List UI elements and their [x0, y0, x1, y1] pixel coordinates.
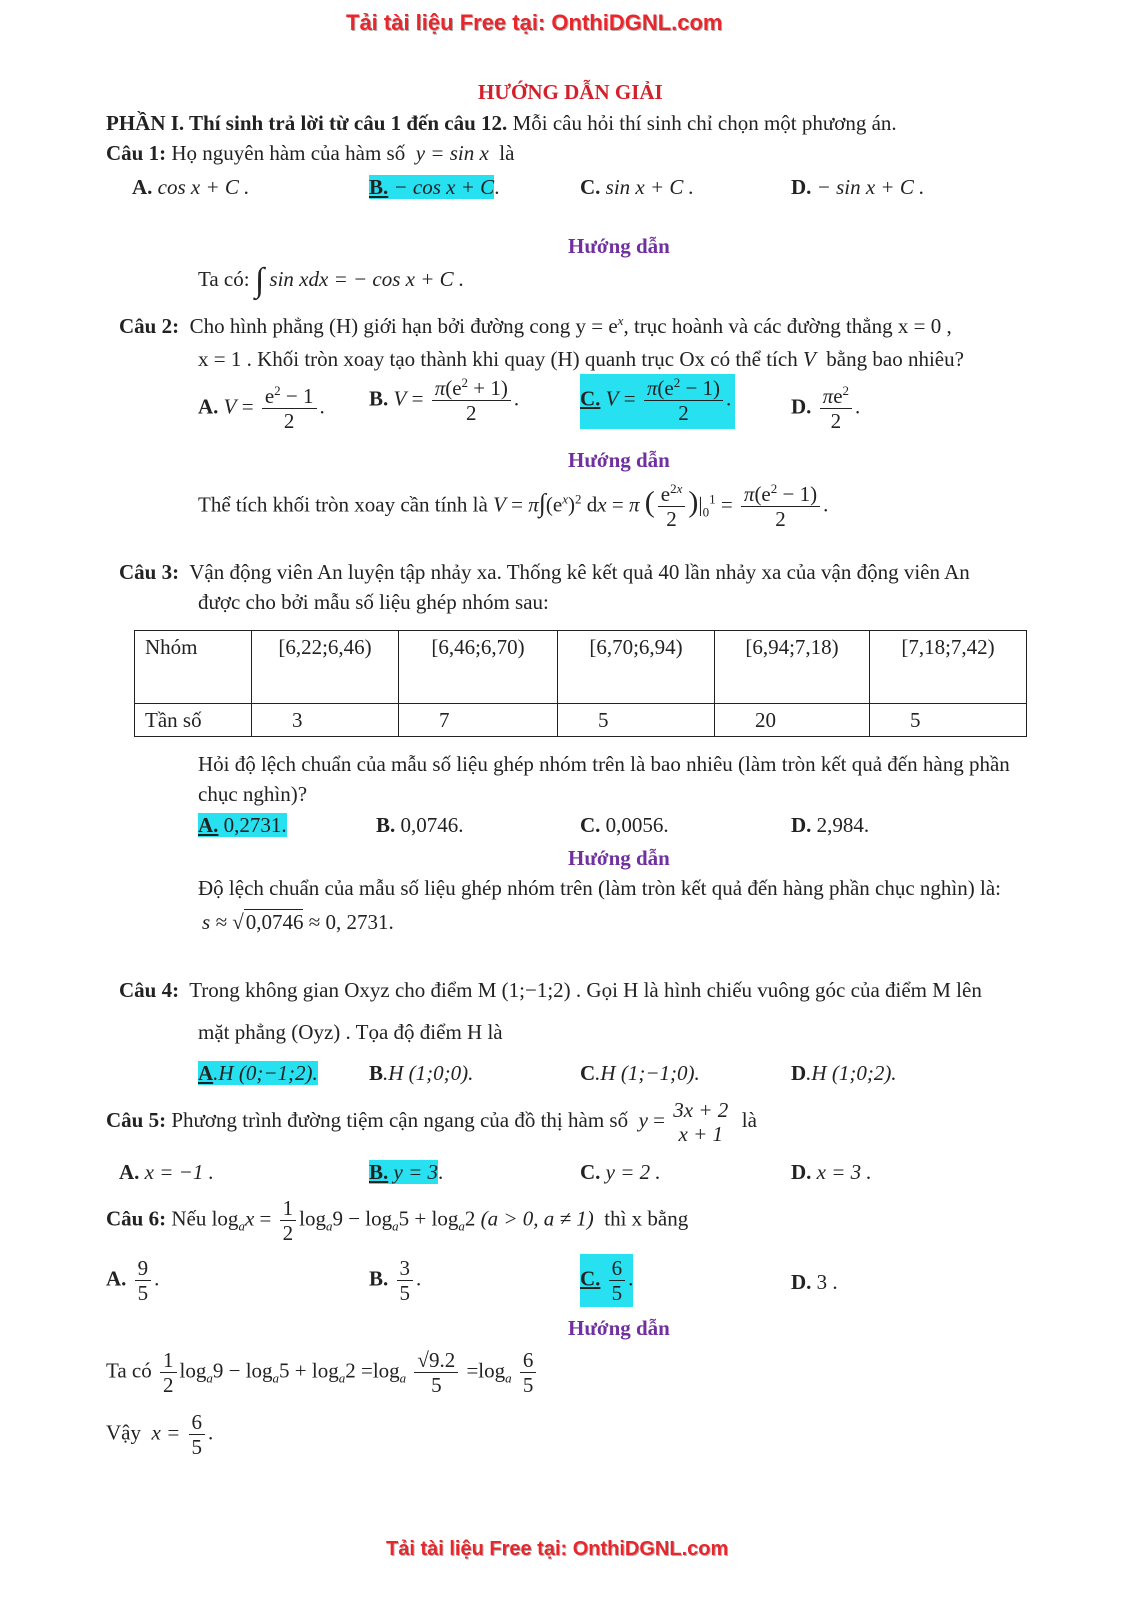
part-label: PHẦN I. Thí sinh trả lời từ câu 1 đến câu 12.	[106, 111, 508, 135]
integral-sign: ∫	[254, 262, 265, 299]
q6-option-c[interactable]: C. $\frac{6}{5}$ .	[580, 1254, 633, 1307]
q5-option-a[interactable]	[119, 1160, 214, 1185]
q4-option-d-text: .H (1;0;2).	[806, 1061, 897, 1085]
q1-option-b[interactable]: B. − cos x + C.	[369, 175, 500, 199]
q6-conclusion: Vậy x = $\frac{6}{5}$ .	[106, 1410, 214, 1460]
q4-option-c[interactable]	[580, 1061, 700, 1086]
q4-option-c-label: C	[580, 1061, 596, 1085]
q6-option-d-label: D.	[791, 1270, 812, 1294]
q1-option-b-label: B.	[369, 175, 389, 199]
q3-solution: Độ lệch chuẩn của mẫu số liệu ghép nhóm trên (làm tròn kết quả đến hàng phần chục nghìn) là:	[198, 876, 1002, 900]
q3-formula-result: ≈ 0, 2731.	[308, 910, 394, 934]
table-cell: Nhóm	[135, 631, 252, 704]
q1-solution-prefix: Ta có:	[198, 266, 250, 291]
part-heading	[106, 111, 897, 136]
q4-line1: Trong không gian Oxyz cho điểm M (1;−1;2) . Gọi H là hình chiếu vuông góc của điểm M lên	[189, 978, 982, 1002]
q1-func: y = sin x	[415, 141, 489, 165]
q1-option-c-label: C.	[580, 175, 601, 199]
table-cell: [7,18;7,42)	[870, 631, 1027, 704]
q1-option-d-label: D.	[791, 175, 812, 199]
part-text: Mỗi câu hỏi thí sinh chỉ chọn một phương án.	[512, 111, 897, 135]
q4-stem-line2: mặt phẳng (Oyz) . Tọa độ điểm H là	[198, 1020, 503, 1044]
q5-option-b-label: B.	[369, 1160, 389, 1184]
q6-option-a-label: A.	[106, 1266, 127, 1291]
q1-text: Họ nguyên hàm của hàm số	[171, 141, 406, 165]
q4-option-b[interactable]	[369, 1061, 473, 1086]
page-title: HƯỚNG DẪN GIẢI	[478, 80, 663, 104]
q2-line2: x = 1 . Khối tròn xoay tạo thành khi quay (H) quanh trục Ox có thể tích	[198, 347, 798, 371]
q3-option-c-label: C.	[580, 813, 601, 837]
q4-option-d-label: D	[791, 1061, 807, 1085]
q5-option-c-text: y = 2 .	[605, 1160, 661, 1184]
q2-line1b: , trục hoành và các đường thẳng x = 0 ,	[623, 314, 952, 338]
q2-solution-text: Thể tích khối tròn xoay cần tính là	[198, 492, 488, 517]
q2-stem-line2: x = 1 . Khối tròn xoay tạo thành khi quay (H) quanh trục Ox có thể tích V bằng bao nhiêu?	[198, 347, 964, 371]
q2-option-c-label: C.	[580, 386, 601, 411]
q6-solution-res-num: 6	[520, 1348, 537, 1373]
q6-stem: Câu 6: Nếu $\log_ax$ = $\frac{1}{2}$ $\log_a9 - \log_a5 + \log_a2$ (a > 0, a ≠ 1) thì x bằng	[106, 1196, 689, 1246]
q3-option-d-label: D.	[791, 813, 812, 837]
q2-stem-line1: Câu 2: Cho hình phẳng (H) giới hạn bởi đường cong $y = e^x$, trục hoành và các đường thẳng x = 0 ,	[119, 313, 952, 338]
q2-label: Câu 2:	[119, 314, 180, 338]
frequency-table	[134, 630, 1027, 737]
q1-label: Câu 1:	[106, 141, 167, 165]
q3-stem-line1	[119, 560, 970, 585]
table-cell: 5	[558, 704, 715, 737]
q2-option-b-label: B.	[369, 386, 389, 411]
q4-option-b-label: B	[369, 1061, 384, 1085]
q5-option-c-label: C.	[580, 1160, 601, 1184]
q3-stem-line2: được cho bởi mẫu số liệu ghép nhóm sau:	[198, 590, 549, 614]
q6-solution-res-den: 5	[522, 1373, 534, 1398]
table-row	[135, 631, 1027, 704]
q3-line1: Vận động viên An luyện tập nhảy xa. Thống kê kết quả 40 lần nhảy xa của vận động viên An	[189, 560, 970, 584]
q3-option-d-text: 2,984.	[816, 813, 870, 837]
q2-option-d[interactable]: D. $\frac{\pi e^2}{2}$ .	[791, 383, 861, 434]
q6-option-d[interactable]	[791, 1270, 838, 1295]
q2-line1: Cho hình phẳng (H) giới hạn bởi đường cong y = e	[189, 314, 618, 338]
q1-option-a-text: cos x + C .	[157, 175, 250, 199]
q3-solution-formula: s ≈ √0,0746 ≈ 0, 2731.	[202, 910, 394, 934]
q6-solution-frac-den: 5	[431, 1373, 442, 1398]
q6-option-b-label: B.	[369, 1266, 389, 1291]
q1-solution	[198, 262, 464, 300]
q6-option-c-num: 6	[609, 1256, 626, 1281]
q3-ask-line2: chục nghìn)?	[198, 782, 308, 806]
q3-formula-prefix: s ≈	[202, 910, 227, 934]
q4-option-a[interactable]	[198, 1061, 318, 1086]
table-cell: 5	[870, 704, 1027, 737]
q5-text: Phương trình đường tiệm cận ngang của đồ thị hàm số	[171, 1107, 629, 1132]
q3-option-b[interactable]	[376, 813, 464, 838]
q6-option-d-text: 3 .	[816, 1270, 838, 1294]
q4-option-d[interactable]	[791, 1061, 897, 1086]
q1-solution-text: sin xdx = − cos x + C .	[269, 266, 465, 291]
header-banner: Tải tài liệu Free tại: OnthiDGNL.com	[346, 10, 723, 35]
q2-option-d-label: D.	[791, 394, 812, 419]
q3-option-a-text: 0,2731.	[223, 813, 287, 837]
q1-option-c-text: sin x + C .	[605, 175, 694, 199]
table-cell: 20	[715, 704, 870, 737]
q6-option-c-label: C.	[580, 1266, 601, 1291]
q6-solution-heading: Hướng dẫn	[568, 1316, 670, 1340]
table-cell: Tần số	[135, 704, 252, 737]
q1-tail: là	[499, 141, 515, 165]
q2-line2b: bằng bao nhiêu?	[826, 347, 964, 371]
q6-label: Câu 6:	[106, 1206, 167, 1231]
q3-formula-radicand: 0,0746	[245, 910, 304, 934]
q6-option-b-den: 5	[399, 1281, 411, 1306]
q3-option-b-label: B.	[376, 813, 396, 837]
q2-option-b[interactable]: B. V = $\frac{\pi(e^2 + 1)}{2}$ .	[369, 375, 520, 426]
q6-tail: thì x bằng	[604, 1206, 689, 1231]
q4-stem-line1	[119, 978, 982, 1003]
q3-option-d[interactable]	[791, 813, 869, 838]
table-cell: 3	[252, 704, 399, 737]
q4-option-b-text: .H (1;0;0).	[383, 1061, 474, 1085]
q6-text: Nếu	[171, 1206, 207, 1231]
q6-option-b-num: 3	[397, 1256, 414, 1281]
q5-tail: là	[741, 1107, 757, 1132]
q1-option-b-text: − cos x + C	[393, 175, 495, 199]
q3-ask-line1: Hỏi độ lệch chuẩn của mẫu số liệu ghép nhóm trên là bao nhiêu (làm tròn kết quả đến hàng phần	[198, 752, 1010, 776]
q6-option-a-den: 5	[137, 1281, 149, 1306]
q6-conclusion-prefix: Vậy	[106, 1420, 141, 1445]
q6-solution-frac-num: √9.2	[414, 1348, 458, 1373]
q3-option-c-text: 0,0056.	[605, 813, 669, 837]
q1-option-a-label: A.	[132, 175, 153, 199]
footer-banner: Tải tài liệu Free tại: OnthiDGNL.com	[386, 1538, 729, 1560]
q5-stem: Câu 5: Phương trình đường tiệm cận ngang của đồ thị hàm số y = 3x + 2 x + 1 là	[106, 1098, 757, 1147]
table-cell: [6,70;6,94)	[558, 631, 715, 704]
q6-option-a-num: 9	[135, 1256, 152, 1281]
table-cell: [6,22;6,46)	[252, 631, 399, 704]
q2-option-a-label: A.	[198, 394, 219, 419]
q1-option-d[interactable]	[791, 175, 924, 200]
q6-conclusion-num: 6	[189, 1410, 206, 1435]
q6-solution-prefix: Ta có	[106, 1358, 152, 1383]
q6-conclusion-den: 5	[191, 1435, 202, 1460]
q4-label: Câu 4:	[119, 978, 180, 1002]
q2-solution-heading: Hướng dẫn	[568, 448, 670, 472]
q3-option-b-text: 0,0746.	[400, 813, 464, 837]
q6-conclusion-var: x =	[151, 1420, 181, 1445]
q6-option-b[interactable]: B. $\frac{3}{5}$ .	[369, 1256, 422, 1306]
q1-solution-heading: Hướng dẫn	[568, 234, 670, 258]
q6-option-a[interactable]: A. $\frac{9}{5}$ .	[106, 1256, 160, 1306]
q3-option-c[interactable]	[580, 813, 669, 838]
q1-stem	[106, 141, 514, 166]
table-cell: [6,94;7,18)	[715, 631, 870, 704]
q2-option-a[interactable]: A. V = $\frac{e^2 - 1}{2}$ .	[198, 383, 325, 434]
q6-solution: Ta có $\frac{1}{2}$ $\log_a9 - \log_a5 + \log_a2 =\log_a$ $\frac{√9.2}{5}$ $=\log_a$ $\frac{6}{5}$	[106, 1348, 539, 1397]
q4-option-a-label: A	[198, 1061, 214, 1085]
q5-option-d-label: D.	[791, 1160, 812, 1184]
q5-option-b[interactable]: B. y = 3.	[369, 1160, 444, 1184]
q6-condition: (a > 0, a ≠ 1)	[480, 1206, 594, 1231]
q5-option-c[interactable]	[580, 1160, 661, 1185]
q5-option-d[interactable]	[791, 1160, 872, 1185]
q5-option-d-text: x = 3 .	[816, 1160, 872, 1184]
q6-option-c-den: 5	[611, 1281, 623, 1306]
q1-option-a[interactable]	[132, 175, 249, 200]
q3-option-a-label: A.	[198, 813, 219, 837]
q3-solution-heading: Hướng dẫn	[568, 846, 670, 870]
q5-option-a-text: x = −1 .	[144, 1160, 214, 1184]
q4-option-a-text: .H (0;−1;2).	[213, 1061, 318, 1085]
q2-option-c[interactable]: C. V = $\frac{\pi(e^2 - 1)}{2}$ .	[580, 374, 735, 429]
q5-label: Câu 5:	[106, 1107, 167, 1132]
table-cell: 7	[399, 704, 558, 737]
q3-option-a[interactable]	[198, 813, 287, 838]
table-row	[135, 704, 1027, 737]
q5-option-a-label: A.	[119, 1160, 140, 1184]
q3-label: Câu 3:	[119, 560, 180, 584]
q2-solution: Thể tích khối tròn xoay cần tính là $V = \pi\int(e^x)^2$ dx = π ( $\frac{e^{2x}}{2}$ )$|_0^1$ = $\frac{\pi(e^2 - 1)}{2}$ .	[198, 481, 829, 532]
table-cell: [6,46;6,70)	[399, 631, 558, 704]
q5-denominator: x + 1	[678, 1122, 724, 1147]
q4-option-c-text: .H (1;−1;0).	[595, 1061, 700, 1085]
q5-option-b-text: y = 3	[393, 1160, 439, 1184]
q5-numerator: 3x + 2	[673, 1098, 729, 1122]
q1-option-c[interactable]	[580, 175, 694, 200]
q1-option-d-text: − sin x + C .	[816, 175, 925, 199]
